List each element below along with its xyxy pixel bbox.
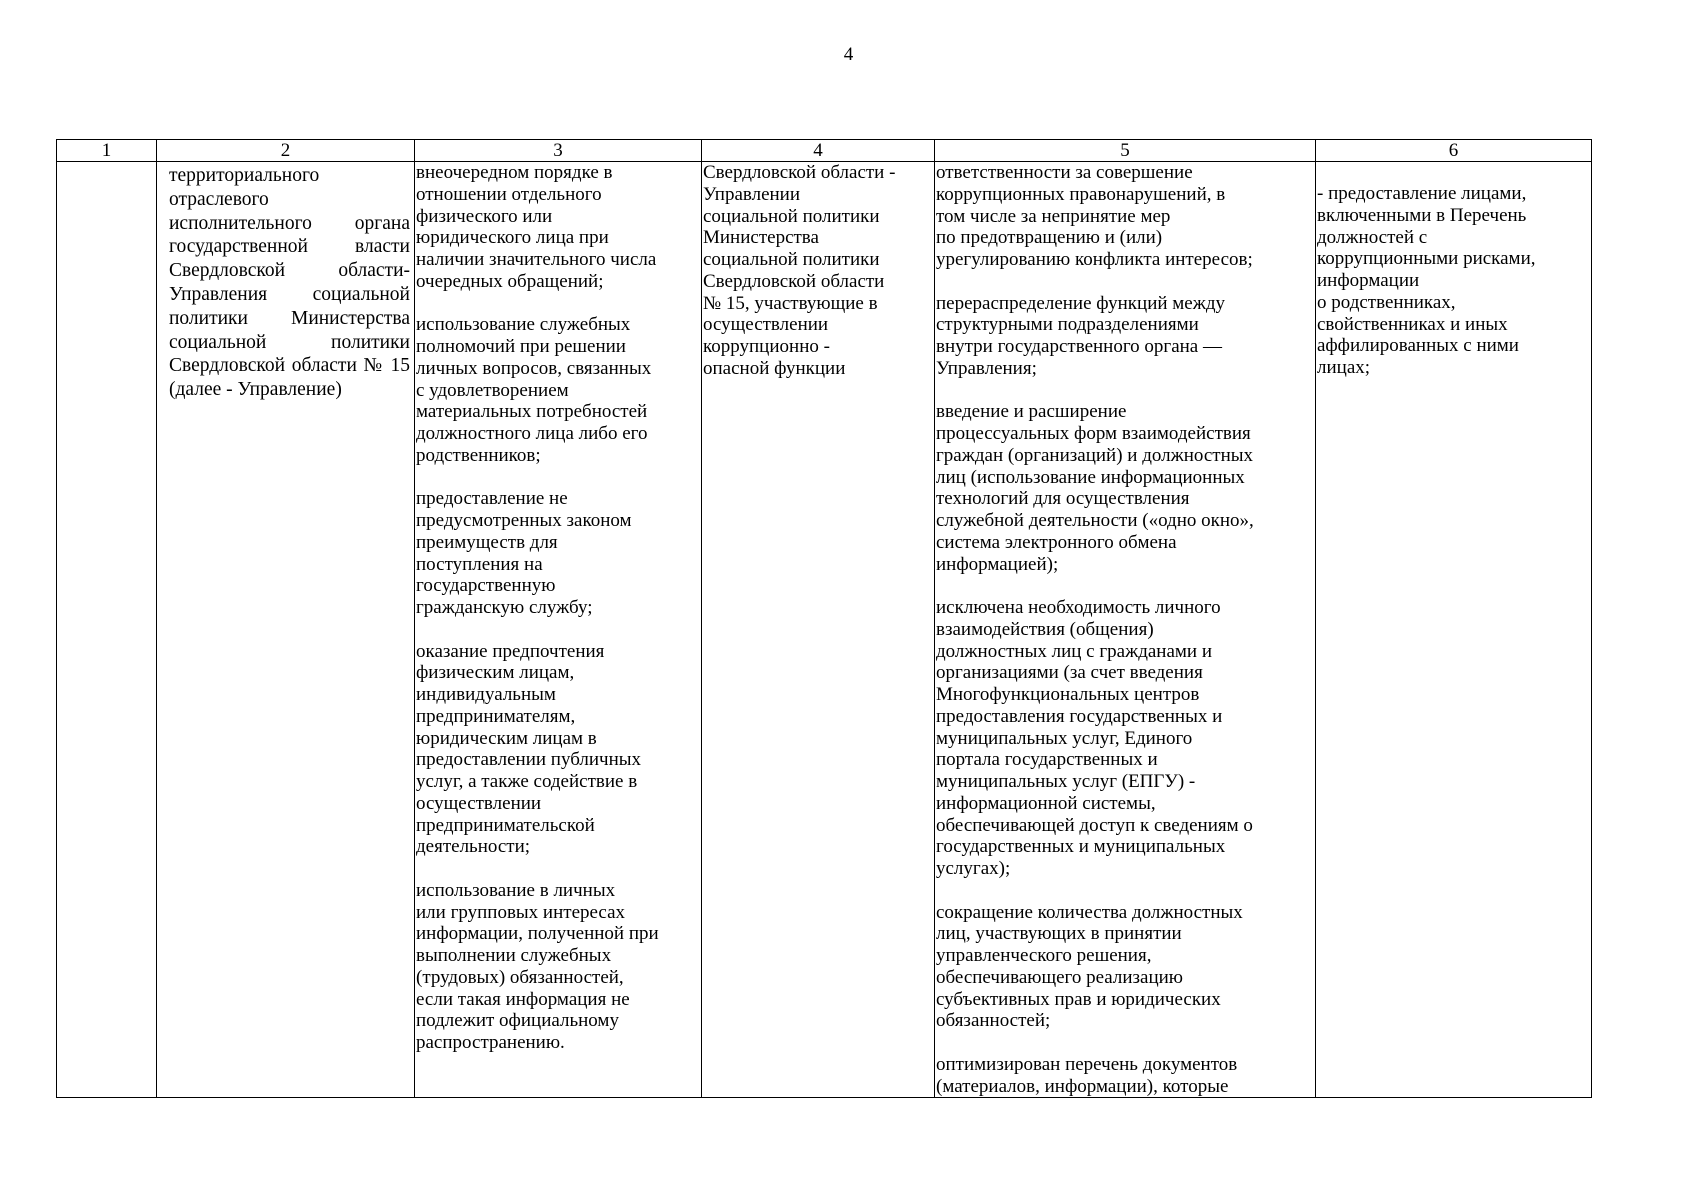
column-header-4: 4 — [702, 140, 935, 162]
cell-col6 — [1316, 162, 1592, 1098]
table-row — [57, 162, 1592, 1098]
cell-col2 — [157, 162, 415, 1098]
cell-col4 — [702, 162, 935, 1098]
cell-col4-text: Свердловской области - Управлении социальной политики Министерства социальной политики Свердловской области № 15, участвующие в осуществлении коррупционно - опасной функции — [703, 162, 896, 379]
column-header-1: 1 — [57, 140, 157, 162]
column-header-5: 5 — [935, 140, 1316, 162]
cell-col3-text: внеочередном порядке в отношении отдельного физического или юридического лица при наличии значительного числа очередных обращений; использование служебных полномочий при решении личных вопросов, связанных с удовлетворением материальных потребностей должностного лица либо его родственников; предоставление не предусмотренных законом преимуществ для поступления на государственную гражданскую службу; оказание предпочтения физическим лицам, индивидуальным предпринимателям, юридическим лицам в предоставлении публичных услуг, а также содействие в осуществлении предпринимательской деятельности; использование в личных или групповых интересах информации, полученной при выполнении служебных (трудовых) обязанностей, если такая информация не подлежит официальному распространению. — [416, 162, 659, 1053]
column-header-2: 2 — [157, 140, 415, 162]
column-header-6: 6 — [1316, 140, 1592, 162]
cell-col6-text: - предоставление лицами, включенными в Перечень должностей с коррупционными рисками, информации о родственниках, свойственниках и иных аффилированных с ними лицах; — [1317, 183, 1536, 378]
cell-col1 — [57, 162, 157, 1098]
document-table — [56, 139, 1592, 1098]
column-header-3: 3 — [415, 140, 702, 162]
table-header-row — [57, 140, 1592, 162]
cell-col5 — [935, 162, 1316, 1098]
cell-col5-text: ответственности за совершение коррупционных правонарушений, в том числе за непринятие мер по предотвращению и (или) урегулированию конфликта интересов; перераспределение функций между структурными подразделениями внутри государственного органа — Управления; введение и расширение процессуальных форм взаимодействия граждан (организаций) и должностных лиц (использование информационных технологий для осуществления служебной деятельности («одно окно», система электронного обмена информацией); исключена необходимость личного взаимодействия (общения) должностных лиц с гражданами и организациями (за счет введения Многофункциональных центров предоставления государственных и муниципальных услуг, Единого портала государственных и муниципальных услуг (ЕПГУ) - информационной системы, обеспечивающей доступ к сведениям о государственных и муниципальных услугах); сокращение количества должностных лиц, участвующих в принятии управленческого решения, обеспечивающего реализацию субъективных прав и юридических обязанностей; оптимизирован перечень документов (материалов, информации), которые — [936, 162, 1254, 1097]
page-number: 4 — [843, 44, 854, 65]
cell-col2-text: территориального отраслевого исполнительного органа государственной власти Свердловской области-Управления социальной политики Министерства социальной политики Свердловской области № 15 (далее - Управление) — [169, 165, 410, 401]
cell-col3 — [415, 162, 702, 1098]
